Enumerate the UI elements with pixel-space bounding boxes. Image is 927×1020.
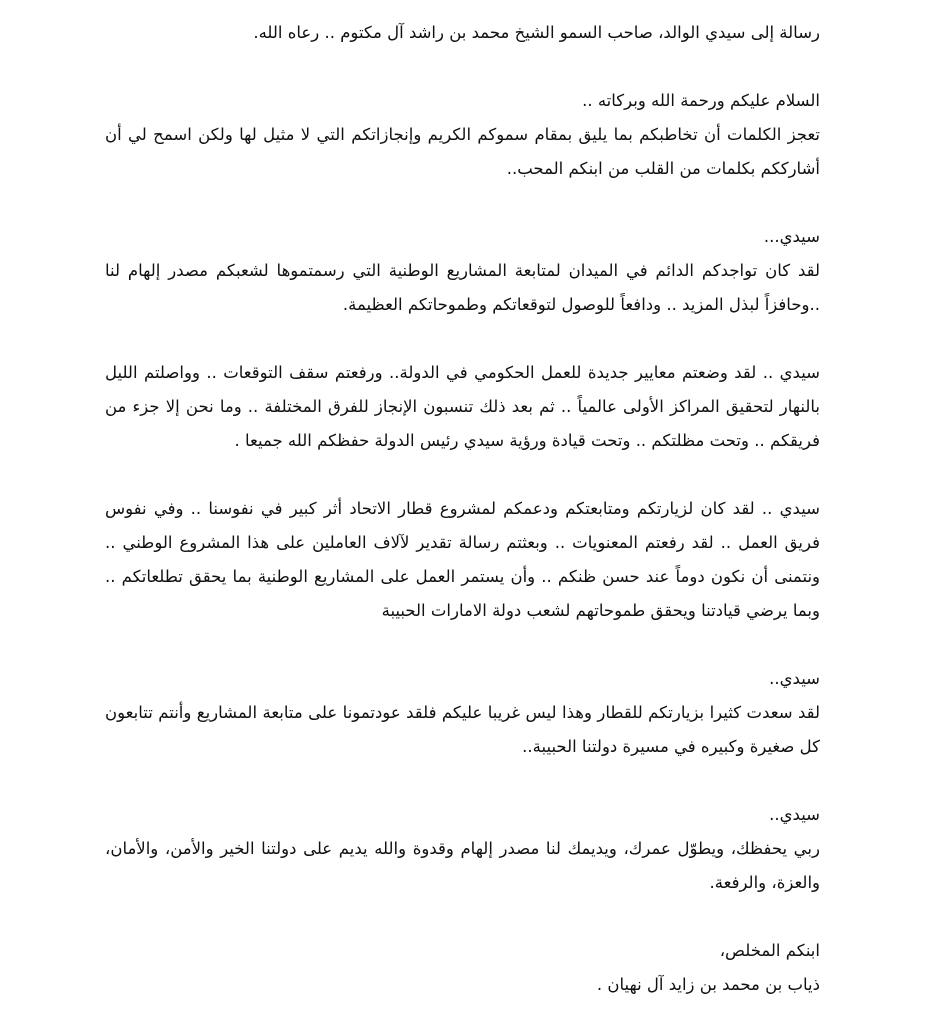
- spacer: [105, 186, 820, 220]
- paragraph-prayer: ربي يحفظك، ويطوّل عمرك، ويديمك لنا مصدر إلهام وقدوة والله يديم على دولتنا الخير والأمن، والأمان، والعزة، والرفعة.: [105, 839, 820, 892]
- spacer: [105, 900, 820, 934]
- letter-body: [105, 16, 820, 1002]
- salutation: سيدي..: [769, 805, 820, 824]
- signature-name: ذياب بن محمد بن زايد آل نهيان .: [596, 975, 820, 994]
- closing: ابنكم المخلص،: [719, 941, 820, 960]
- intro-paragraph: تعجز الكلمات أن تخاطبكم بما يليق بمقام سموكم الكريم وإنجازاتكم التي لا مثيل لها ولكن اسمح لي أن أشارككم بكلمات من القلب من ابنكم المحب..: [105, 125, 820, 178]
- letter-heading: رسالة إلى سيدي الوالد، صاحب السمو الشيخ محمد بن راشد آل مكتوم .. رعاه الله.: [253, 23, 820, 42]
- spacer: [105, 458, 820, 492]
- spacer: [105, 322, 820, 356]
- paragraph-field-presence: لقد كان تواجدكم الدائم في الميدان لمتابعة المشاريع الوطنية التي رسمتموها لشعبكم مصدر إلهام لنا ..وحافزاً لبذل المزيد .. ودافعاً للوصول لتوقعاتكم وطموحاتكم العظيمة.: [105, 261, 820, 314]
- greeting: السلام عليكم ورحمة الله وبركاته ..: [582, 91, 820, 110]
- paragraph-government-standards: سيدي .. لقد وضعتم معايير جديدة للعمل الحكومي في الدولة.. ورفعتم سقف التوقعات .. وواصلتم الليل بالنهار لتحقيق المراكز الأولى عالمياً .. ثم بعد ذلك تنسبون الإنجاز للفرق المختلفة .. وما نحن إلا جزء من فريقكم .. وتحت مظلتكم .. وتحت قيادة ورؤية سيدي رئيس الدولة حفظكم الله جميعا .: [105, 363, 820, 450]
- salutation: سيدي..: [769, 669, 820, 688]
- spacer: [105, 628, 820, 662]
- paragraph-etihad-rail: سيدي .. لقد كان لزيارتكم ومتابعتكم ودعمكم لمشروع قطار الاتحاد أثر كبير في نفوسنا .. وفي نفوس فريق العمل .. لقد رفعتم المعنويات .. وبعثتم رسالة تقدير لآلاف العاملين على هذا المشروع الوطني .. ونتمنى أن نكون دوماً عند حسن ظنكم .. وأن يستمر العمل على المشاريع الوطنية بما يحقق تطلعاتكم .. وبما يرضي قيادتنا ويحقق طموحاتهم لشعب دولة الامارات الحبيبة: [105, 499, 820, 620]
- paragraph-train-visit: لقد سعدت كثيرا بزيارتكم للقطار وهذا ليس غريبا عليكم فلقد عودتمونا على متابعة المشاريع وأنتم تتابعون كل صغيرة وكبيره في مسيرة دولتنا الحبيبة..: [105, 703, 820, 756]
- salutation: سيدي...: [763, 227, 820, 246]
- spacer: [105, 764, 820, 798]
- spacer: [105, 50, 820, 84]
